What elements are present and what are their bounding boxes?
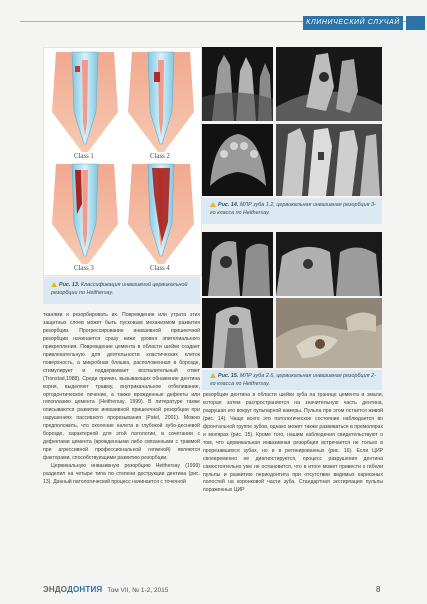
right-column-text	[203, 392, 383, 495]
ct-scan-coronal	[276, 47, 382, 121]
ct-scan-axial	[202, 124, 273, 196]
ct-scan-sagittal	[202, 47, 273, 121]
tooth-class-3	[52, 164, 118, 264]
ct-molar-view-c	[202, 298, 273, 368]
tooth-class-1	[52, 52, 118, 152]
class-1-label: Class 1	[74, 153, 94, 160]
figure-13-caption	[43, 277, 200, 304]
figure-15-caption-text: МЛР зуба 2.6, цервикальная инвазивная резорбция 2-го класса по Heithersay.	[210, 373, 376, 387]
right-paragraph-1: резорбции дентина в области шейки зуба на границе цемента и эмали, которая затем распространяется на значительную часть дентина, разрушая его вокруг пульпарной камеры. Пульпа при этом остается живой (рис. 14). Чаще всего это патологическое состояние наблюдается во фронтальной группе зубов, однако может также развиваться в премолярах и молярах (рис. 15). Кроме того, нашим наблюдения свидетельствуют о том, что цервикальная инвазивная резорбция встречается не только в прорезавшихся зубах, но и в ретинированных (рис. 16). Если ЦИР своевременно не диагностируется, процесс разрушения дентина самостоятельно уже не остановится, что в итоге может привести к гибели пульпы и развитию периодонтита при отсутствии видимых кариозных полостей на коронковой части зуба. Стандартная экстирпация пульпы пораженных ЦИР	[203, 392, 383, 494]
header-tab-square	[406, 16, 425, 30]
figure-15-caption	[202, 370, 382, 390]
page-number: 8	[376, 585, 381, 594]
tooth-class-4	[128, 164, 194, 264]
figure-14-image-d	[276, 124, 382, 196]
left-paragraph-1: тканями и резорбировать их. Повреждение или утрата этих защитных слоев может быть пусковым механизмом развития резорбции. Прогрессирование инвазивной пришеечной резорбции начинается сразу ниже уровня эпителиального прикрепления. Повреждение цемента в области шейки создает привлекательную для деятельности кластических клеток поверхность, а микробная бляшка, расположенная в борозде, стимулирует и поддерживает воспалительный ответ (Tronstad,1988). Среди причин, вызывающих обнажение дентина корня, выделяют травму, внутриканальное отбеливание, ортодонтическое лечение, а также врожденные дефекты или гипоплазию цемента (Heithersay, 1999). В литературе также описываются развитие инвазивной пришеечной резорбции при нарушениях пассивного прорезывания (Patel, 2001). Можно предположить, что околение налета в глубокой зубо-десневой борозде, характерной для этой патологии, в сочетании с дефектами цемента (врожденными либо связанными с травмой при агрессивной профессиональной гигиеной) являются факторами, способствующими развитию резорбции.	[43, 312, 200, 462]
left-column-text	[43, 312, 200, 487]
ct-molar-view-b	[276, 232, 382, 296]
class-3-label: Class 3	[74, 265, 94, 272]
figure-14-number: Рис. 14.	[218, 202, 239, 208]
figure-15-image-c	[202, 298, 273, 368]
figure-13-caption-text: Классификация инвазивной цервикальной резорбции по Heithersay.	[51, 282, 188, 296]
caption-marker-icon	[210, 373, 216, 378]
caption-marker-icon	[210, 202, 216, 207]
logo-part-b: ДОНТИЯ	[67, 585, 103, 594]
tooth-classes-illustration	[44, 48, 201, 275]
figure-15-image-a	[202, 232, 273, 296]
caption-marker-icon	[51, 282, 57, 287]
figure-15-image-b	[276, 232, 382, 296]
ct-molar-view-a	[202, 232, 273, 296]
figure-14-image-c	[202, 124, 273, 196]
issue-info: Том VII, № 1-2, 2015	[107, 587, 169, 594]
figure-15-image-d	[276, 298, 382, 368]
figure-13-number: Рис. 13.	[59, 282, 80, 288]
figure-14-image-b	[276, 47, 382, 121]
intraoral-photo	[276, 298, 382, 368]
left-paragraph-2: Цервикальную инвазивную резорбцию Heithersay (1999) разделил на четыре типа по степени деструкции дентина (рис. 13). Данный патологический процесс начинается с точечной	[43, 463, 200, 486]
class-2-label: Class 2	[150, 153, 170, 160]
figure-15-number: Рис. 15.	[218, 373, 239, 379]
tooth-class-2	[128, 52, 194, 152]
journal-logo	[43, 585, 102, 594]
section-label: КЛИНИЧЕСКИЙ СЛУЧАЙ	[303, 16, 403, 30]
dental-xray	[276, 124, 382, 196]
footer	[43, 585, 168, 594]
class-4-label: Class 4	[150, 265, 170, 272]
figure-14-image-a	[202, 47, 273, 121]
figure-13-classification-diagram	[43, 47, 202, 276]
figure-14-caption-text: МЛР зуба 1.2, цервикальная инвазивная резорбция 3-го класса по Heithersay.	[210, 202, 376, 216]
figure-14-caption	[202, 198, 382, 224]
logo-part-a: ЭНДО	[43, 585, 68, 594]
